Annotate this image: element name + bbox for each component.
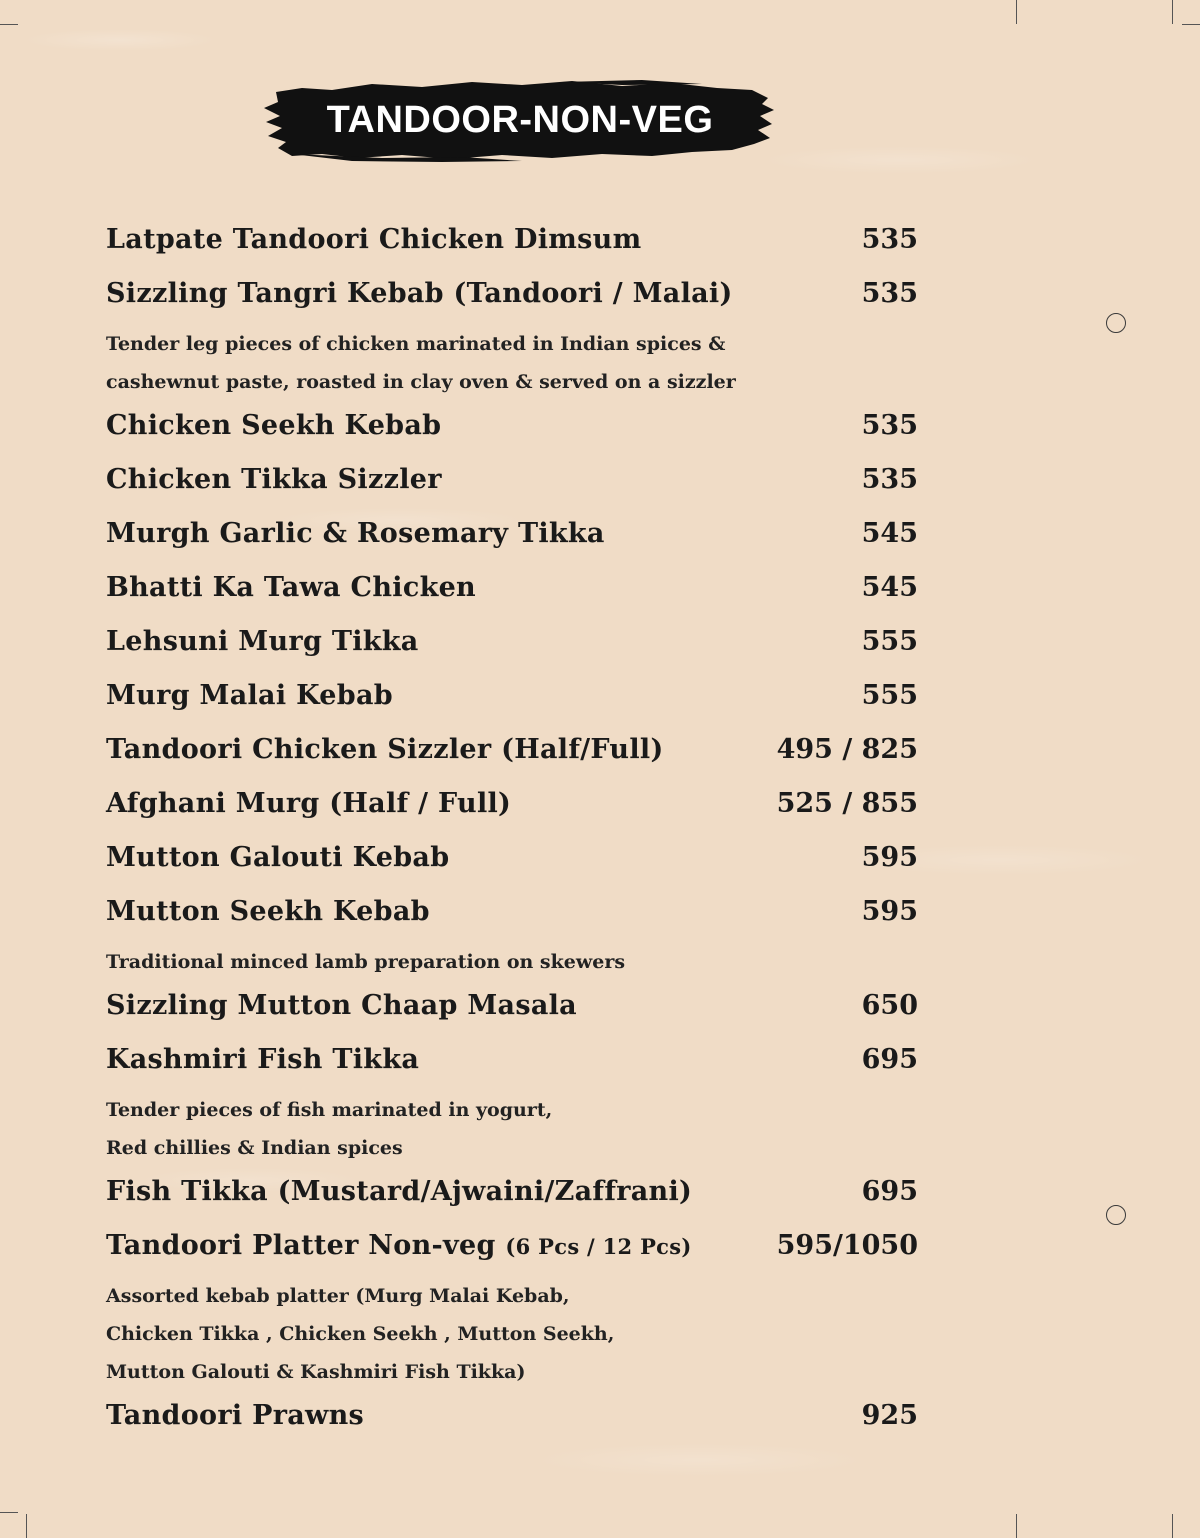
item-name-main: Tandoori Platter Non-veg — [106, 1230, 496, 1261]
binder-hole — [1106, 313, 1126, 333]
menu-item — [106, 1038, 918, 1092]
item-price: 545 — [861, 518, 918, 549]
item-description: Red chillies & Indian spices — [106, 1137, 403, 1159]
menu-item — [106, 836, 918, 890]
item-name: Bhatti Ka Tawa Chicken — [106, 572, 476, 603]
menu-item — [106, 782, 918, 836]
item-name: Tandoori Chicken Sizzler (Half/Full) — [106, 734, 664, 765]
item-price: 535 — [861, 464, 918, 495]
crop-mark — [1016, 1514, 1017, 1538]
item-name: Mutton Seekh Kebab — [106, 896, 430, 927]
menu-item — [106, 620, 918, 674]
item-name: Afghani Murg (Half / Full) — [106, 788, 512, 819]
menu-item — [106, 1170, 918, 1224]
item-price: 535 — [861, 410, 918, 441]
menu-item — [106, 728, 918, 782]
crop-mark — [1172, 0, 1173, 24]
item-price: 595/1050 — [776, 1230, 918, 1261]
item-price: 595 — [861, 842, 918, 873]
menu-item — [106, 1394, 918, 1448]
item-name: Fish Tikka (Mustard/Ajwaini/Zaffrani) — [106, 1176, 693, 1207]
item-description: Chicken Tikka , Chicken Seekh , Mutton Seekh, — [106, 1323, 615, 1345]
title-banner — [262, 78, 778, 162]
menu-item — [106, 984, 918, 1038]
menu-item — [106, 404, 918, 458]
item-price: 925 — [861, 1400, 918, 1431]
item-price: 555 — [861, 626, 918, 657]
crop-mark — [1172, 1514, 1173, 1538]
item-name: Kashmiri Fish Tikka — [106, 1044, 420, 1075]
item-name: Chicken Tikka Sizzler — [106, 464, 442, 495]
item-description: Traditional minced lamb preparation on skewers — [106, 951, 626, 973]
item-name: Sizzling Mutton Chaap Masala — [106, 990, 577, 1021]
menu-item — [106, 1224, 918, 1278]
crop-mark — [0, 24, 18, 25]
menu-item — [106, 890, 918, 944]
item-name: Murg Malai Kebab — [106, 680, 393, 711]
item-description: Tender leg pieces of chicken marinated in Indian spices & — [106, 333, 726, 355]
menu-item — [106, 566, 918, 620]
menu-item — [106, 512, 918, 566]
item-name: Latpate Tandoori Chicken Dimsum — [106, 224, 642, 255]
item-portion: (6 Pcs / 12 Pcs) — [505, 1234, 692, 1259]
item-price: 545 — [861, 572, 918, 603]
item-price: 650 — [861, 990, 918, 1021]
item-price: 695 — [861, 1176, 918, 1207]
menu-item — [106, 674, 918, 728]
item-description: Tender pieces of fish marinated in yogurt, — [106, 1099, 553, 1121]
item-name: Chicken Seekh Kebab — [106, 410, 442, 441]
item-name: Murgh Garlic & Rosemary Tikka — [106, 518, 605, 549]
item-description: Mutton Galouti & Kashmiri Fish Tikka) — [106, 1361, 526, 1383]
item-price: 535 — [861, 224, 918, 255]
item-price: 595 — [861, 896, 918, 927]
item-name: Tandoori Prawns — [106, 1400, 365, 1431]
page-title: TANDOOR-NON-VEG — [326, 99, 714, 141]
binder-hole — [1106, 1205, 1126, 1225]
item-description: Assorted kebab platter (Murg Malai Kebab, — [106, 1285, 570, 1307]
crop-mark — [26, 1514, 27, 1538]
crop-mark — [1182, 24, 1200, 25]
item-description: cashewnut paste, roasted in clay oven & served on a sizzler — [106, 371, 736, 393]
item-name: Sizzling Tangri Kebab (Tandoori / Malai) — [106, 278, 733, 309]
menu-item — [106, 218, 918, 272]
crop-mark — [0, 1512, 18, 1513]
item-price: 535 — [861, 278, 918, 309]
item-name: Lehsuni Murg Tikka — [106, 626, 419, 657]
item-price: 495 / 825 — [776, 734, 918, 765]
menu-item — [106, 458, 918, 512]
item-price: 555 — [861, 680, 918, 711]
item-name: Mutton Galouti Kebab — [106, 842, 450, 873]
item-name — [106, 1230, 692, 1261]
menu-item — [106, 272, 918, 326]
item-price: 525 / 855 — [776, 788, 918, 819]
item-price: 695 — [861, 1044, 918, 1075]
menu-list — [106, 218, 918, 1448]
crop-mark — [1016, 0, 1017, 24]
